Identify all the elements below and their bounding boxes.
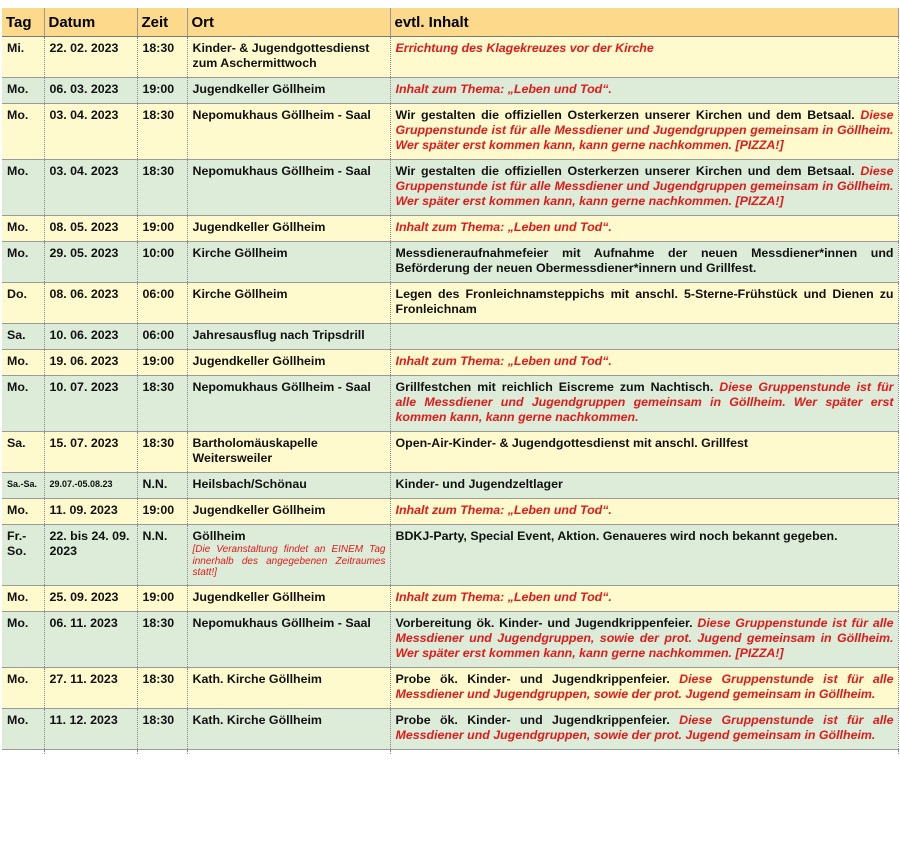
table-row [2,37,898,78]
cell-tag: Mo. [2,376,44,432]
inhalt-note: Inhalt zum Thema: „Leben und Tod“. [395,82,612,96]
cell-inhalt [390,611,898,667]
cell-zeit: 18:30 [137,667,187,708]
cell-ort [187,667,390,708]
header-ort: Ort [187,8,390,37]
table-row [2,324,898,350]
ort-note: [Die Veranstaltung findet an EINEM Tag innerhalb des angegebenen Zeitraumes statt!] [192,544,386,578]
cell-tag: Mo. [2,667,44,708]
tail-cell [390,749,898,754]
cell-zeit: N.N. [137,473,187,499]
table-row [2,611,898,667]
inhalt-note: Inhalt zum Thema: „Leben und Tod“. [395,220,612,234]
cell-ort [187,611,390,667]
ort-text: Jugendkeller Göllheim [192,589,326,604]
ort-text: Jugendkeller Göllheim [192,82,326,96]
cell-ort [187,499,390,525]
table-row [2,667,898,708]
table-row [2,242,898,283]
cell-tag: Mo. [2,78,44,104]
ort-text: Nepomukhaus Göllheim - Saal [192,108,371,122]
cell-ort [187,525,390,586]
cell-zeit: 18:30 [137,104,187,160]
cell-zeit: N.N. [137,525,187,586]
cell-datum: 11. 12. 2023 [44,708,137,749]
cell-zeit: 18:30 [137,611,187,667]
inhalt-text: Open-Air-Kinder- & Jugendgottesdienst mit anschl. Grillfest [395,436,748,450]
ort-text: Kinder- & Jugendgottesdienst zum Aschermittwoch [192,41,370,70]
ort-text: Heilsbach/Schönau [192,477,307,491]
cell-datum: 22. 02. 2023 [44,37,137,78]
cell-datum: 15. 07. 2023 [44,432,137,473]
cell-inhalt [390,667,898,708]
cell-zeit: 18:30 [137,376,187,432]
table-row [2,432,898,473]
cell-inhalt [390,216,898,242]
cell-zeit: 19:00 [137,350,187,376]
cell-tag: Mi. [2,37,44,78]
inhalt-text: BDKJ-Party, Special Event, Aktion. Genaueres wird noch bekannt gegeben. [395,529,838,543]
ort-text: Jahresausflug nach Tripsdrill [192,328,365,342]
cell-inhalt [390,160,898,216]
header-tag: Tag [2,8,44,37]
ort-text: Kirche Göllheim [192,246,288,260]
header-zeit: Zeit [137,8,187,37]
cell-datum: 22. bis 24. 09. 2023 [44,525,137,586]
cell-ort [187,216,390,242]
cell-datum: 27. 11. 2023 [44,667,137,708]
tail-cell [44,749,137,754]
schedule-table [2,8,899,754]
cell-datum: 10. 06. 2023 [44,324,137,350]
cell-zeit: 10:00 [137,242,187,283]
cell-datum: 29. 05. 2023 [44,242,137,283]
cell-tag: Do. [2,283,44,324]
table-row [2,708,898,749]
cell-inhalt [390,473,898,499]
inhalt-text: Wir gestalten die offiziellen Osterkerzen unserer Kirchen und dem Betsaal. [395,108,861,122]
inhalt-text: Kinder- und Jugendzeltlager [395,477,563,491]
cell-tag: Sa. [2,324,44,350]
cell-datum: 10. 07. 2023 [44,376,137,432]
ort-text: Kath. Kirche Göllheim [192,712,322,727]
header-inhalt: evtl. Inhalt [390,8,898,37]
ort-text: Kath. Kirche Göllheim [192,671,322,686]
cell-inhalt [390,78,898,104]
cell-datum: 19. 06. 2023 [44,350,137,376]
inhalt-note: Diese Gruppenstunde ist für alle Messdiener und Jugendgruppen gemeinsam in Göllheim. Wer später erst kommen kann, kann gerne nachkommen. [395,380,894,424]
cell-zeit: 19:00 [137,78,187,104]
cell-ort [187,585,390,611]
cell-ort [187,160,390,216]
inhalt-note: Inhalt zum Thema: „Leben und Tod“. [395,354,612,368]
inhalt-text: Legen des Fronleichnamsteppichs mit anschl. 5-Sterne-Frühstück und Dienen zu Fronleichnam [395,287,894,316]
inhalt-note: Inhalt zum Thema: „Leben und Tod“. [395,589,612,604]
cell-datum: 03. 04. 2023 [44,104,137,160]
inhalt-text: Grillfestchen mit reichlich Eiscreme zum Nachtisch. [395,380,720,394]
inhalt-text: Probe ök. Kinder- und Jugendkrippenfeier. [395,671,680,686]
table-row [2,283,898,324]
table-row [2,499,898,525]
cell-ort [187,242,390,283]
cell-datum: 08. 06. 2023 [44,283,137,324]
cell-zeit: 06:00 [137,283,187,324]
inhalt-note: Diese Gruppenstunde ist für alle Messdiener und Jugendgruppen, sowie der prot. Jugend gemeinsam in Göllheim. [395,671,894,701]
cell-zeit: 06:00 [137,324,187,350]
cell-tag: Mo. [2,242,44,283]
cell-tag: Mo. [2,104,44,160]
cell-datum: 08. 05. 2023 [44,216,137,242]
cell-tag: Fr.- So. [2,525,44,586]
table-body [2,37,898,754]
inhalt-note: Errichtung des Klagekreuzes vor der Kirche [395,41,654,55]
cell-inhalt [390,242,898,283]
header-datum: Datum [44,8,137,37]
cell-zeit: 19:00 [137,585,187,611]
ort-text: Bartholomäuskapelle Weitersweiler [192,436,318,465]
cell-inhalt [390,585,898,611]
cell-zeit: 19:00 [137,216,187,242]
table-header-row [2,8,898,37]
cell-tag: Mo. [2,585,44,611]
cell-ort [187,473,390,499]
tail-cell [137,749,187,754]
cell-inhalt [390,499,898,525]
ort-text: Jugendkeller Göllheim [192,354,326,368]
cell-zeit: 19:00 [137,499,187,525]
ort-text: Göllheim [192,529,246,543]
ort-text: Nepomukhaus Göllheim - Saal [192,615,371,630]
cell-ort [187,78,390,104]
cell-datum: 06. 03. 2023 [44,78,137,104]
table-row [2,78,898,104]
table-row [2,585,898,611]
cell-datum: 06. 11. 2023 [44,611,137,667]
cell-inhalt [390,104,898,160]
ort-text: Kirche Göllheim [192,287,288,301]
ort-text: Jugendkeller Göllheim [192,503,326,517]
inhalt-text: Messdieneraufnahmefeier mit Aufnahme der neuen Messdiener*innen und Beförderung der neuen Obermessdiener*innern und Grillfest. [395,246,894,275]
cell-tag: Mo. [2,216,44,242]
cell-datum: 11. 09. 2023 [44,499,137,525]
cell-zeit: 18:30 [137,708,187,749]
cell-inhalt [390,376,898,432]
inhalt-note: Diese Gruppenstunde ist für alle Messdiener und Jugendgruppen gemeinsam in Göllheim. Wer später erst kommen kann, kann gerne nachkommen. [PIZZA!] [395,108,894,152]
cell-tag: Mo. [2,708,44,749]
cell-tag: Sa.-Sa. [2,473,44,499]
tail-cell [2,749,44,754]
cell-inhalt [390,324,898,350]
table-row [2,376,898,432]
cell-inhalt [390,432,898,473]
cell-ort [187,350,390,376]
cell-tag: Mo. [2,160,44,216]
inhalt-note: Diese Gruppenstunde ist für alle Messdiener und Jugendgruppen, sowie der prot. Jugend gemeinsam in Göllheim. [395,712,894,742]
cell-ort [187,324,390,350]
cell-zeit: 18:30 [137,37,187,78]
cell-ort [187,708,390,749]
inhalt-note: Diese Gruppenstunde ist für alle Messdiener und Jugendgruppen gemeinsam in Göllheim. Wer später erst kommen kann, kann gerne nachkommen. [PIZZA!] [395,164,894,208]
cell-datum: 29.07.-05.08.23 [44,473,137,499]
table-row [2,350,898,376]
cell-ort [187,432,390,473]
cell-zeit: 18:30 [137,432,187,473]
inhalt-note: Diese Gruppenstunde ist für alle Messdiener und Jugendgruppen, sowie der prot. Jugend gemeinsam in Göllheim. Wer später erst kommen kann, kann gerne nachkommen. [PIZZA!] [395,615,894,660]
inhalt-note: Inhalt zum Thema: „Leben und Tod“. [395,503,612,517]
cell-inhalt [390,350,898,376]
inhalt-text: Wir gestalten die offiziellen Osterkerzen unserer Kirchen und dem Betsaal. [395,164,861,178]
tail-cell [187,749,390,754]
ort-text: Nepomukhaus Göllheim - Saal [192,380,371,394]
cell-ort [187,283,390,324]
table-row [2,104,898,160]
cell-ort [187,37,390,78]
ort-text: Jugendkeller Göllheim [192,220,326,234]
table-row [2,525,898,586]
inhalt-text: Vorbereitung ök. Kinder- und Jugendkrippenfeier. [395,615,698,630]
cell-datum: 03. 04. 2023 [44,160,137,216]
cell-tag: Sa. [2,432,44,473]
table-row [2,160,898,216]
inhalt-text: Probe ök. Kinder- und Jugendkrippenfeier. [395,712,680,727]
table-row [2,473,898,499]
cell-inhalt [390,525,898,586]
cell-inhalt [390,37,898,78]
table-row-tail [2,749,898,754]
cell-zeit: 18:30 [137,160,187,216]
ort-text: Nepomukhaus Göllheim - Saal [192,164,371,178]
cell-ort [187,376,390,432]
cell-ort [187,104,390,160]
cell-inhalt [390,708,898,749]
table-row [2,216,898,242]
cell-tag: Mo. [2,350,44,376]
cell-inhalt [390,283,898,324]
cell-datum: 25. 09. 2023 [44,585,137,611]
cell-tag: Mo. [2,611,44,667]
cell-tag: Mo. [2,499,44,525]
